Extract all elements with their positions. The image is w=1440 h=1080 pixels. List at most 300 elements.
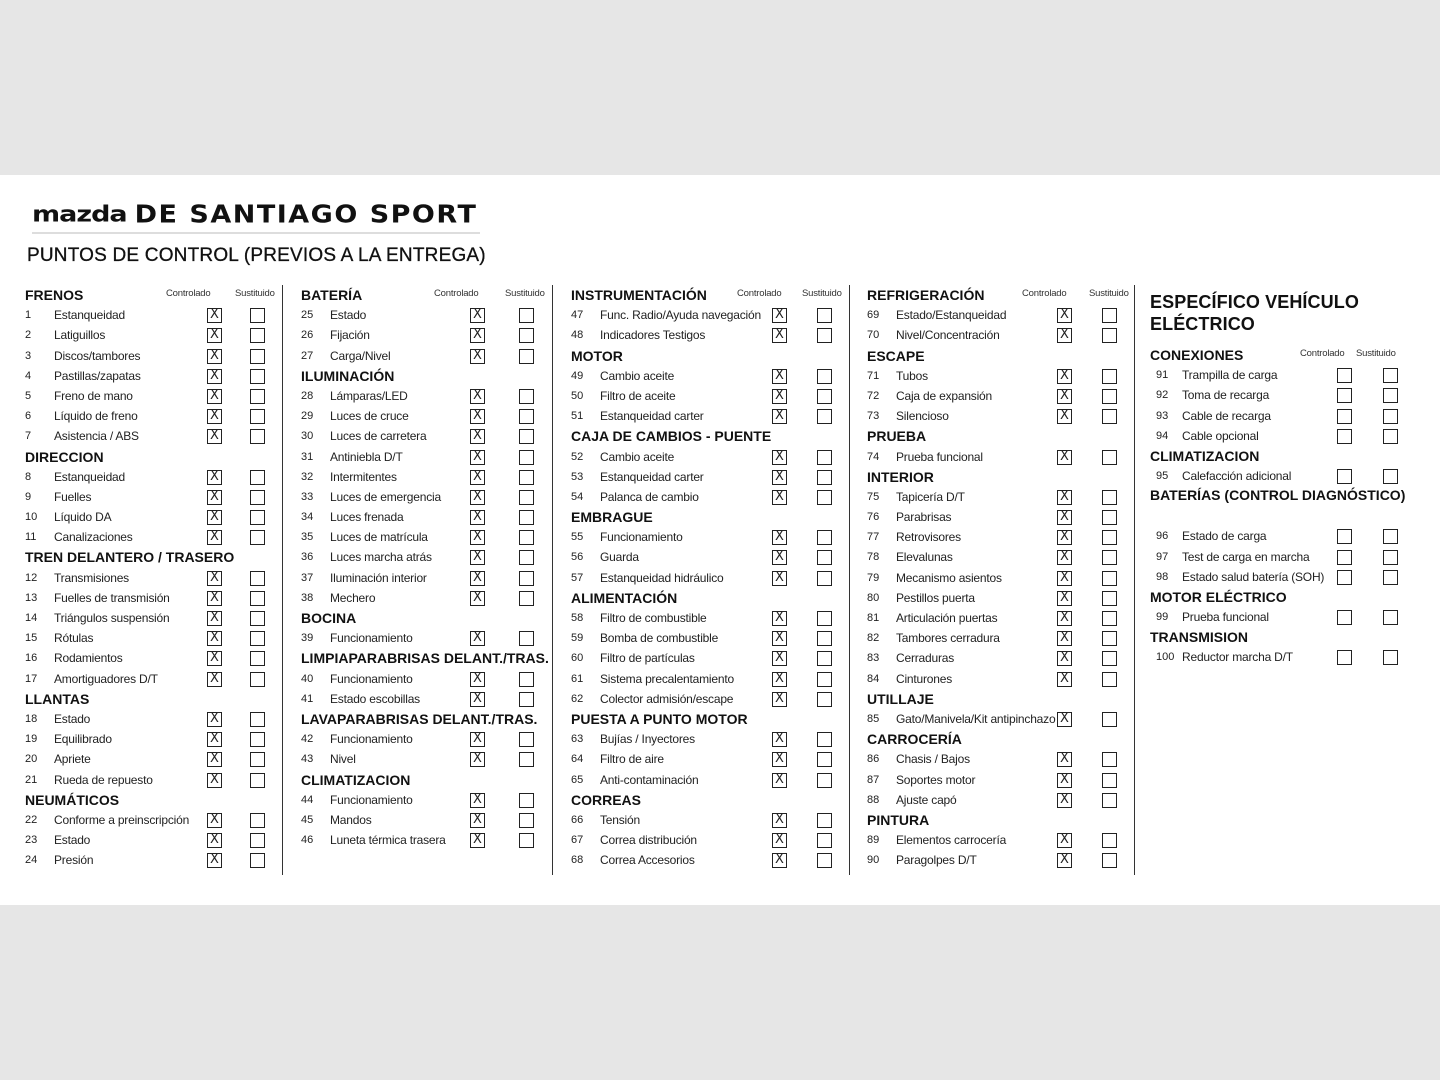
item-number: 92 [1156, 389, 1169, 402]
item-label: Estanqueidad hidráulico [600, 570, 724, 585]
sustituido-checkbox[interactable] [250, 328, 265, 343]
controlado-checkbox[interactable]: X [1057, 369, 1072, 384]
checklist-row [867, 325, 1134, 345]
item-number: 93 [1156, 409, 1169, 422]
controlado-checkbox[interactable]: X [1057, 450, 1072, 465]
sustituido-checkbox[interactable] [519, 470, 534, 485]
controlado-checkbox[interactable]: X [207, 510, 222, 525]
controlado-checkbox[interactable]: X [772, 530, 787, 545]
controlado-checkbox[interactable]: X [470, 328, 485, 343]
checklist-row [25, 386, 282, 406]
item-number: 66 [571, 813, 584, 826]
controlado-checkbox[interactable]: X [772, 490, 787, 505]
item-number: 44 [301, 793, 314, 806]
sustituido-checkbox[interactable] [250, 409, 265, 424]
item-number: 13 [25, 591, 38, 604]
controlado-checkbox[interactable]: X [1057, 308, 1072, 323]
sustituido-checkbox[interactable] [250, 510, 265, 525]
controlado-checkbox[interactable] [1337, 550, 1352, 565]
controlado-checkbox[interactable] [1337, 429, 1352, 444]
item-label: Palanca de cambio [600, 489, 699, 504]
controlado-checkbox[interactable] [1337, 650, 1352, 665]
sustituido-checkbox[interactable] [1383, 469, 1398, 484]
sustituido-checkbox[interactable] [519, 672, 534, 687]
sustituido-checkbox[interactable] [817, 692, 832, 707]
item-label: Tapicería D/T [896, 489, 965, 504]
item-number: 29 [301, 410, 314, 423]
sustituido-checkbox[interactable] [817, 571, 832, 586]
sustituido-checkbox[interactable] [1102, 631, 1117, 646]
sustituido-checkbox[interactable] [1102, 389, 1117, 404]
controlado-checkbox[interactable]: X [1057, 853, 1072, 868]
item-number: 5 [25, 389, 32, 402]
item-label: Paragolpes D/T [896, 853, 977, 868]
section-heading [571, 346, 849, 366]
sustituido-checkbox[interactable] [250, 470, 265, 485]
item-label: Fuelles [54, 489, 92, 504]
sustituido-checkbox[interactable] [250, 490, 265, 505]
checklist-row [301, 810, 552, 830]
sustituido-checkbox[interactable] [1102, 672, 1117, 687]
item-label: Func. Radio/Ayuda navegación [600, 308, 761, 323]
item-label: Líquido de freno [54, 409, 138, 424]
item-label: Anti-contaminación [600, 772, 699, 787]
item-label: Tensión [600, 812, 640, 827]
sustituido-checkbox[interactable] [817, 732, 832, 747]
sustituido-checkbox[interactable] [1102, 591, 1117, 606]
item-number: 68 [571, 854, 584, 867]
sustituido-checkbox[interactable] [250, 732, 265, 747]
item-number: 30 [301, 430, 314, 443]
checklist-row [1150, 365, 1410, 385]
controlado-checkbox[interactable]: X [1057, 389, 1072, 404]
item-number: 51 [571, 410, 584, 423]
section-heading [301, 366, 552, 386]
sustituido-checkbox[interactable] [250, 591, 265, 606]
item-label: Nivel [330, 752, 356, 767]
sustituido-checkbox[interactable] [1383, 529, 1398, 544]
section-heading [25, 547, 282, 567]
controlado-checkbox[interactable]: X [207, 631, 222, 646]
sustituido-checkbox[interactable] [250, 651, 265, 666]
controlado-checkbox[interactable]: X [772, 631, 787, 646]
controlado-checkbox[interactable]: X [207, 712, 222, 727]
controlado-checkbox[interactable] [1337, 409, 1352, 424]
item-number: 50 [571, 389, 584, 402]
sustituido-checkbox[interactable] [1383, 368, 1398, 383]
section-title: PINTURA [867, 811, 930, 828]
checklist-row [25, 406, 282, 426]
item-label: Estanqueidad [54, 308, 125, 323]
controlado-checkbox[interactable]: X [470, 510, 485, 525]
controlado-checkbox[interactable] [1337, 610, 1352, 625]
item-label: Rodamientos [54, 651, 123, 666]
sustituido-checkbox[interactable] [1102, 369, 1117, 384]
section-heading [867, 285, 1134, 305]
checklist-row [1150, 607, 1410, 627]
controlado-checkbox[interactable]: X [207, 752, 222, 767]
controlado-checkbox[interactable]: X [207, 308, 222, 323]
item-label: Filtro de combustible [600, 611, 707, 625]
sustituido-checkbox[interactable] [250, 631, 265, 646]
controlado-checkbox[interactable]: X [1057, 550, 1072, 565]
sustituido-checkbox[interactable] [1102, 308, 1117, 323]
controlado-checkbox[interactable]: X [1057, 611, 1072, 626]
section-heading [25, 447, 282, 467]
sustituido-checkbox[interactable] [1102, 409, 1117, 424]
sustituido-checkbox[interactable] [1102, 611, 1117, 626]
item-label: Test de carga en marcha [1182, 549, 1310, 564]
sustituido-checkbox[interactable] [1102, 793, 1117, 808]
controlado-checkbox[interactable]: X [470, 813, 485, 828]
controlado-checkbox[interactable]: X [772, 470, 787, 485]
controlado-checkbox[interactable] [1337, 469, 1352, 484]
controlado-checkbox[interactable]: X [1057, 833, 1072, 848]
sustituido-checkbox[interactable] [519, 429, 534, 444]
sustituido-checkbox[interactable] [817, 631, 832, 646]
controlado-checkbox[interactable]: X [772, 571, 787, 586]
controlado-checkbox[interactable]: X [207, 429, 222, 444]
controlado-checkbox[interactable]: X [772, 833, 787, 848]
controlado-checkbox[interactable]: X [470, 752, 485, 767]
controlado-checkbox[interactable]: X [1057, 631, 1072, 646]
sustituido-checkbox[interactable] [1102, 530, 1117, 545]
controlado-checkbox[interactable] [1337, 368, 1352, 383]
sustituido-checkbox[interactable] [519, 813, 534, 828]
sustituido-checkbox[interactable] [519, 490, 534, 505]
controlado-checkbox[interactable]: X [470, 571, 485, 586]
sustituido-checkbox[interactable] [519, 571, 534, 586]
sustituido-checkbox[interactable] [817, 450, 832, 465]
item-label: Bujías / Inyectores [600, 732, 695, 747]
item-number: 31 [301, 450, 314, 463]
controlado-checkbox[interactable]: X [1057, 793, 1072, 808]
sustituido-checkbox[interactable] [519, 530, 534, 545]
section-title: INTERIOR [867, 468, 934, 485]
controlado-checkbox[interactable]: X [1057, 510, 1072, 525]
controlado-checkbox[interactable]: X [207, 732, 222, 747]
item-label: Caja de expansión [896, 388, 993, 403]
sustituido-checkbox[interactable] [1383, 650, 1398, 665]
controlado-checkbox[interactable]: X [470, 530, 485, 545]
checklist-row [25, 850, 282, 870]
item-number: 69 [867, 309, 880, 322]
sustituido-checkbox[interactable] [519, 349, 534, 364]
item-label: Filtro de aire [600, 752, 664, 767]
controlado-checkbox[interactable]: X [1057, 328, 1072, 343]
sustituido-checkbox[interactable] [250, 752, 265, 767]
sustituido-checkbox[interactable] [817, 389, 832, 404]
sustituido-checkbox[interactable] [817, 651, 832, 666]
sustituido-checkbox[interactable] [817, 813, 832, 828]
controlado-checkbox[interactable]: X [207, 409, 222, 424]
item-number: 27 [301, 349, 314, 362]
sustituido-checkbox[interactable] [519, 692, 534, 707]
controlado-checkbox[interactable] [1337, 570, 1352, 585]
sustituido-checkbox[interactable] [1383, 610, 1398, 625]
item-number: 82 [867, 632, 880, 645]
sustituido-header: Sustituido [505, 288, 545, 299]
section-heading [1150, 627, 1410, 647]
checklist-row [571, 487, 849, 507]
sustituido-checkbox[interactable] [817, 773, 832, 788]
controlado-checkbox[interactable]: X [772, 672, 787, 687]
sustituido-checkbox[interactable] [250, 672, 265, 687]
sustituido-checkbox[interactable] [250, 571, 265, 586]
item-number: 76 [867, 511, 880, 524]
controlado-checkbox[interactable]: X [772, 611, 787, 626]
sustituido-checkbox[interactable] [519, 631, 534, 646]
sustituido-checkbox[interactable] [250, 530, 265, 545]
section-heading [571, 790, 849, 810]
controlado-checkbox[interactable]: X [470, 833, 485, 848]
checklist-row [571, 305, 849, 325]
item-label: Cambio aceite [600, 368, 675, 383]
sustituido-checkbox[interactable] [250, 773, 265, 788]
sustituido-checkbox[interactable] [519, 833, 534, 848]
item-label: Transmisiones [54, 570, 129, 585]
checklist-row [867, 830, 1134, 850]
controlado-checkbox[interactable]: X [470, 631, 485, 646]
controlado-checkbox[interactable]: X [470, 550, 485, 565]
controlado-checkbox[interactable]: X [470, 409, 485, 424]
item-label: Presión [54, 853, 94, 868]
sustituido-checkbox[interactable] [817, 308, 832, 323]
sustituido-checkbox[interactable] [1102, 550, 1117, 565]
controlado-checkbox[interactable]: X [772, 651, 787, 666]
sustituido-checkbox[interactable] [519, 732, 534, 747]
section-title: BATERÍA [301, 287, 363, 303]
item-number: 3 [25, 349, 32, 362]
controlado-checkbox[interactable]: X [772, 308, 787, 323]
controlado-checkbox[interactable]: X [1057, 571, 1072, 586]
controlado-checkbox[interactable]: X [772, 550, 787, 565]
sustituido-checkbox[interactable] [250, 611, 265, 626]
controlado-checkbox[interactable]: X [207, 853, 222, 868]
checklist-row [571, 527, 849, 547]
controlado-checkbox[interactable]: X [207, 530, 222, 545]
sustituido-checkbox[interactable] [817, 672, 832, 687]
section-title: DIRECCION [25, 448, 104, 465]
sustituido-checkbox[interactable] [250, 429, 265, 444]
sustituido-checkbox[interactable] [1383, 409, 1398, 424]
item-number: 96 [1156, 530, 1169, 543]
sustituido-checkbox[interactable] [519, 591, 534, 606]
controlado-checkbox[interactable]: X [1057, 490, 1072, 505]
sustituido-checkbox[interactable] [250, 833, 265, 848]
sustituido-checkbox[interactable] [1102, 712, 1117, 727]
sustituido-checkbox[interactable] [1102, 773, 1117, 788]
sustituido-checkbox[interactable] [250, 813, 265, 828]
controlado-checkbox[interactable]: X [470, 470, 485, 485]
section-title: LLANTAS [25, 690, 90, 707]
item-number: 47 [571, 309, 584, 322]
controlado-checkbox[interactable]: X [470, 490, 485, 505]
controlado-checkbox[interactable]: X [470, 429, 485, 444]
controlado-checkbox[interactable]: X [1057, 530, 1072, 545]
item-label: Funcionamiento [330, 631, 413, 646]
sustituido-checkbox[interactable] [519, 389, 534, 404]
controlado-checkbox[interactable]: X [772, 328, 787, 343]
controlado-checkbox[interactable]: X [207, 773, 222, 788]
sustituido-checkbox[interactable] [1102, 490, 1117, 505]
sustituido-checkbox[interactable] [817, 328, 832, 343]
section-title: ILUMINACIÓN [301, 367, 395, 384]
controlado-checkbox[interactable]: X [470, 692, 485, 707]
checklist-row [25, 325, 282, 345]
controlado-checkbox[interactable]: X [207, 651, 222, 666]
controlado-checkbox[interactable] [1337, 388, 1352, 403]
checklist-row [867, 366, 1134, 386]
checklist-row [301, 325, 552, 345]
item-label: Latiguillos [54, 328, 106, 343]
item-label: Lámparas/LED [330, 388, 408, 403]
sustituido-checkbox[interactable] [817, 490, 832, 505]
item-number: 67 [571, 834, 584, 847]
checklist-row [1150, 466, 1410, 486]
controlado-checkbox[interactable]: X [1057, 591, 1072, 606]
item-number: 53 [571, 470, 584, 483]
item-label: Estado [330, 308, 367, 323]
controlado-checkbox[interactable]: X [772, 450, 787, 465]
controlado-checkbox[interactable]: X [470, 672, 485, 687]
sustituido-checkbox[interactable] [250, 308, 265, 323]
item-number: 74 [867, 450, 880, 463]
sustituido-header: Sustituido [235, 288, 275, 299]
controlado-checkbox[interactable]: X [772, 369, 787, 384]
sustituido-checkbox[interactable] [1383, 550, 1398, 565]
controlado-checkbox[interactable]: X [207, 611, 222, 626]
controlado-checkbox[interactable]: X [470, 591, 485, 606]
checklist-row [571, 406, 849, 426]
sustituido-checkbox[interactable] [1383, 570, 1398, 585]
controlado-checkbox[interactable]: X [470, 308, 485, 323]
checklist-row [25, 426, 282, 446]
controlado-checkbox[interactable]: X [207, 389, 222, 404]
controlado-checkbox[interactable]: X [207, 813, 222, 828]
sustituido-checkbox[interactable] [250, 349, 265, 364]
controlado-checkbox[interactable]: X [1057, 651, 1072, 666]
sustituido-checkbox[interactable] [519, 510, 534, 525]
controlado-checkbox[interactable]: X [470, 450, 485, 465]
item-number: 2 [25, 329, 32, 342]
controlado-checkbox[interactable]: X [772, 692, 787, 707]
sustituido-checkbox[interactable] [1102, 510, 1117, 525]
sustituido-checkbox[interactable] [817, 833, 832, 848]
sustituido-checkbox[interactable] [250, 389, 265, 404]
checklist-row [571, 810, 849, 830]
controlado-header: Controlado [434, 288, 479, 299]
sustituido-checkbox[interactable] [1102, 328, 1117, 343]
controlado-checkbox[interactable]: X [1057, 409, 1072, 424]
sustituido-checkbox[interactable] [817, 752, 832, 767]
sustituido-checkbox[interactable] [1383, 388, 1398, 403]
controlado-checkbox[interactable]: X [207, 672, 222, 687]
section-title: CLIMATIZACION [301, 771, 411, 788]
controlado-checkbox[interactable]: X [207, 328, 222, 343]
sustituido-checkbox[interactable] [519, 550, 534, 565]
checklist-row [867, 790, 1134, 810]
checklist-row [571, 648, 849, 668]
item-label: Funcionamiento [330, 732, 413, 747]
controlado-checkbox[interactable]: X [772, 389, 787, 404]
sustituido-checkbox[interactable] [250, 712, 265, 727]
controlado-checkbox[interactable]: X [772, 752, 787, 767]
controlado-checkbox[interactable] [1337, 529, 1352, 544]
sustituido-checkbox[interactable] [817, 369, 832, 384]
item-number: 61 [571, 672, 584, 685]
section-title: REFRIGERACIÓN [867, 287, 985, 303]
sustituido-checkbox[interactable] [519, 450, 534, 465]
checklist-row [867, 305, 1134, 325]
sustituido-checkbox[interactable] [1102, 833, 1117, 848]
sustituido-checkbox[interactable] [817, 550, 832, 565]
sustituido-checkbox[interactable] [817, 530, 832, 545]
controlado-checkbox[interactable]: X [470, 349, 485, 364]
controlado-checkbox[interactable]: X [1057, 672, 1072, 687]
controlado-checkbox[interactable]: X [772, 813, 787, 828]
controlado-checkbox[interactable]: X [470, 793, 485, 808]
sustituido-checkbox[interactable] [519, 409, 534, 424]
item-number: 94 [1156, 429, 1169, 442]
sustituido-checkbox[interactable] [1102, 571, 1117, 586]
item-label: Correa Accesorios [600, 853, 695, 868]
item-number: 26 [301, 329, 314, 342]
checklist-row [301, 729, 552, 749]
item-label: Estanqueidad carter [600, 469, 704, 484]
sustituido-checkbox[interactable] [817, 611, 832, 626]
controlado-checkbox[interactable]: X [207, 833, 222, 848]
controlado-checkbox[interactable]: X [1057, 752, 1072, 767]
item-number: 98 [1156, 570, 1169, 583]
controlado-header: Controlado [166, 288, 211, 299]
sustituido-checkbox[interactable] [817, 470, 832, 485]
controlado-checkbox[interactable]: X [1057, 773, 1072, 788]
item-label: Amortiguadores D/T [54, 671, 158, 686]
controlado-checkbox[interactable]: X [207, 591, 222, 606]
controlado-checkbox[interactable]: X [1057, 712, 1072, 727]
sustituido-checkbox[interactable] [1102, 853, 1117, 868]
controlado-checkbox[interactable]: X [207, 369, 222, 384]
controlado-checkbox[interactable]: X [207, 490, 222, 505]
sustituido-checkbox[interactable] [250, 369, 265, 384]
sustituido-checkbox[interactable] [519, 308, 534, 323]
sustituido-checkbox[interactable] [519, 752, 534, 767]
item-label: Rótulas [54, 631, 94, 646]
controlado-checkbox[interactable]: X [470, 389, 485, 404]
controlado-checkbox[interactable]: X [470, 732, 485, 747]
controlado-checkbox[interactable]: X [207, 470, 222, 485]
controlado-checkbox[interactable]: X [772, 732, 787, 747]
controlado-checkbox[interactable]: X [772, 409, 787, 424]
controlado-checkbox[interactable]: X [207, 571, 222, 586]
sustituido-checkbox[interactable] [1102, 450, 1117, 465]
sustituido-checkbox[interactable] [1383, 429, 1398, 444]
checklist-row [301, 487, 552, 507]
sustituido-checkbox[interactable] [250, 853, 265, 868]
controlado-checkbox[interactable]: X [772, 853, 787, 868]
sustituido-checkbox[interactable] [817, 853, 832, 868]
sustituido-checkbox[interactable] [519, 793, 534, 808]
sustituido-checkbox[interactable] [1102, 651, 1117, 666]
controlado-checkbox[interactable]: X [772, 773, 787, 788]
item-number: 46 [301, 834, 314, 847]
checklist-column-4 [867, 285, 1135, 875]
sustituido-checkbox[interactable] [817, 409, 832, 424]
sustituido-checkbox[interactable] [519, 328, 534, 343]
sustituido-checkbox[interactable] [1102, 752, 1117, 767]
controlado-checkbox[interactable]: X [207, 349, 222, 364]
